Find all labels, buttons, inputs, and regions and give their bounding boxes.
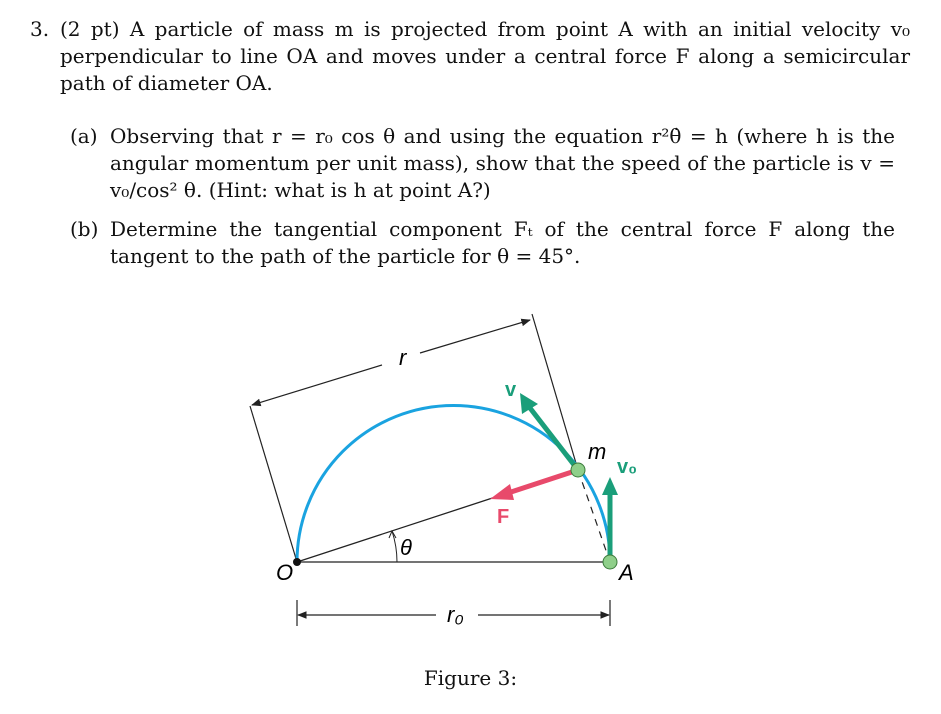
particle-m <box>571 463 585 477</box>
mass-label: m <box>588 439 607 464</box>
semicircular-path <box>297 406 610 562</box>
part-b-text: Determine the tangential component Fₜ of the central force F along the tangent to the path of the particle for θ = 45°. <box>110 217 895 268</box>
r-dimension-line-left <box>252 365 382 405</box>
force-label: F <box>497 506 510 528</box>
velocity-label: v <box>505 379 517 401</box>
problem-text: A particle of mass m is projected from point A with an initial velocity v₀ perpendicular to line OA and moves under a central force F along a semicircular path of diameter OA. <box>60 17 911 95</box>
force-arrow <box>490 470 578 528</box>
part-b-label: (b) <box>70 217 99 241</box>
point-O-label: O <box>276 560 294 585</box>
particle-A <box>603 555 617 569</box>
velocity-arrow <box>505 379 578 470</box>
point-O-dot <box>293 558 301 566</box>
velocity-arrow-shaft <box>530 408 578 470</box>
problem-number: 3. <box>30 17 50 41</box>
figure-caption: Figure 3: <box>423 666 518 690</box>
point-A-label: A <box>619 560 634 585</box>
part-a-label: (a) <box>70 124 98 148</box>
dashed-chord <box>578 470 610 562</box>
initial-velocity-arrow-head <box>602 477 618 495</box>
force-arrow-shaft <box>508 470 578 493</box>
part-a-text: Observing that r = r₀ cos θ and using the equation r²θ̇ = h (where h is the angular momentum per unit mass), show that the speed of the particle is v = v₀/cos² θ. (Hint: what is h at point A?) <box>110 124 895 202</box>
initial-velocity-label: v₀ <box>617 456 638 478</box>
r-label: r <box>399 345 407 370</box>
r-extension-right <box>532 314 578 470</box>
r-extension-left <box>250 406 297 562</box>
r0-label: r₀ <box>447 602 464 627</box>
force-arrow-head <box>490 484 514 500</box>
theta-label: θ <box>400 535 412 560</box>
r-dimension <box>250 314 578 562</box>
r-dimension-line-right <box>420 320 530 353</box>
r0-dimension <box>297 600 610 627</box>
initial-velocity-arrow <box>602 456 637 562</box>
problem-points: (2 pt) <box>60 17 120 41</box>
